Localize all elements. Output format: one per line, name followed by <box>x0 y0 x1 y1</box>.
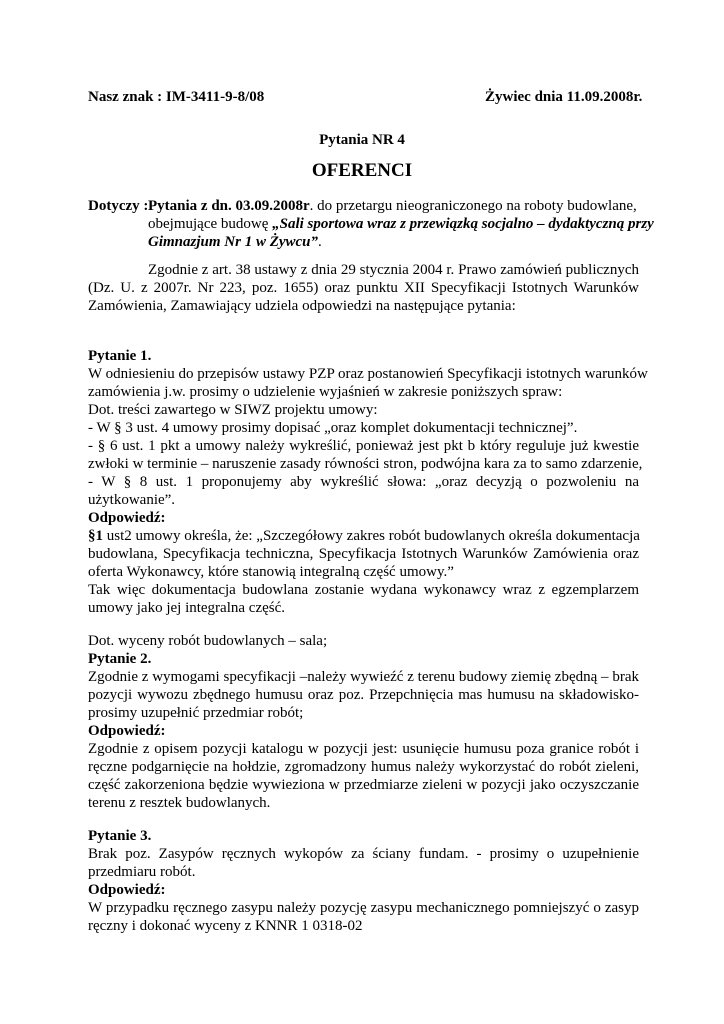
intro-line: Zgodnie z art. 38 ustawy z dnia 29 stycznia 2004 r. Prawo zamówień publicznych <box>148 262 639 278</box>
answer-2-label: Odpowiedź: <box>88 723 166 739</box>
question-1-line: Dot. treści zawartego w SIWZ projektu umowy: <box>88 402 378 418</box>
answer-1-line: umowy jako jej integralna część. <box>88 600 286 616</box>
project-name: Gimnazjum Nr 1 w Żywcu” <box>148 234 319 250</box>
answer-2-line: Zgodnie z opisem pozycji katalogu w pozycji jest: usunięcie humusu poza granice robót i <box>88 741 639 757</box>
subject-label: Dotyczy : <box>88 198 149 214</box>
subject-date: Pytania z dn. 03.09.2008r <box>148 198 310 214</box>
question-2-label: Pytanie 2. <box>88 651 152 667</box>
reference-number: Nasz znak : IM-3411-9-8/08 <box>88 89 265 105</box>
question-2-line: pozycji wywozu zbędnego humusu oraz poz. Przepchnięcia mas humusu na składowisko- <box>88 687 639 703</box>
question-1-line: - W § 3 ust. 4 umowy prosimy dopisać „oraz komplet dokumentacji technicznej”. <box>88 420 578 436</box>
answer-2-line: część zakorzeniona będzie wywieziona w przedmiarze zieleni w pozycji jako oczyszczanie <box>88 777 639 793</box>
answer-2-line: ręczne podgarnięcie na hołdzie, zgromadzony humus należy wykorzystać do robót zieleni, <box>88 759 639 775</box>
answer-2-line: terenu z resztek budowlanych. <box>88 795 271 811</box>
answer-3-label: Odpowiedź: <box>88 882 166 898</box>
subject-line-2 <box>148 215 654 233</box>
subject-line-3 <box>148 233 322 251</box>
subject-text: obejmujące budowę <box>148 216 273 232</box>
question-2-line: Zgodnie z wymogami specyfikacji –należy wywieźć z terenu budowy ziemię zbędną – brak <box>88 669 639 685</box>
intro-line: (Dz. U. z 2007r. Nr 223, poz. 1655) oraz punktu XII Specyfikacji Istotnych Warunków <box>88 280 639 296</box>
answer-1-line: budowlana, Specyfikacja techniczna, Specyfikacja Istotnych Warunków Zamówienia oraz <box>88 546 639 562</box>
place-date: Żywiec dnia 11.09.2008r. <box>485 89 643 105</box>
answer-1-label: Odpowiedź: <box>88 510 166 526</box>
answer-text: ust2 umowy określa, że: „Szczegółowy zakres robót budowlanych określa dokumentacja <box>103 528 640 544</box>
question-1-line: W odniesieniu do przepisów ustawy PZP oraz postanowień Specyfikacji istotnych warunków <box>88 366 648 382</box>
intro-line: Zamówienia, Zamawiający udziela odpowiedzi na następujące pytania: <box>88 298 516 314</box>
question-2-line: prosimy uzupełnić przedmiar robót; <box>88 705 304 721</box>
question-1-line: - § 6 ust. 1 pkt a umowy należy wykreślić, ponieważ jest pkt b który reguluje już kwestie <box>88 438 639 454</box>
paragraph-ref: §1 <box>88 528 103 544</box>
page-title: OFERENCI <box>311 160 413 181</box>
answer-1-line: oferta Wykonawcy, które stanowią integralną część umowy.” <box>88 564 454 580</box>
question-3-line: przedmiaru robót. <box>88 864 196 880</box>
question-1-line: zwłoki w terminie – naruszenie zasady równości stron, podwójna kara za to samo zdarzenie, <box>88 456 643 472</box>
subject-text: . <box>318 234 322 250</box>
question-3-line: Brak poz. Zasypów ręcznych wykopów za ściany fundam. - prosimy o uzupełnienie <box>88 846 639 862</box>
subtitle: Pytania NR 4 <box>319 132 405 148</box>
question-1-line: zamówienia j.w. prosimy o udzielenie wyjaśnień w zakresie poniższych spraw: <box>88 384 563 400</box>
subject-text: . do przetargu nieograniczonego na roboty budowlane, <box>309 198 637 214</box>
section-intro: Dot. wyceny robót budowlanych – sala; <box>88 633 328 649</box>
subject-line-1 <box>148 197 639 215</box>
question-3-label: Pytanie 3. <box>88 828 152 844</box>
question-1-label: Pytanie 1. <box>88 348 152 364</box>
answer-1-line <box>88 527 639 545</box>
answer-3-line: W przypadku ręcznego zasypu należy pozycję zasypu mechanicznego pomniejszyć o zasyp <box>88 900 639 916</box>
question-1-line: - W § 8 ust. 1 proponujemy aby wykreślić słowa: „oraz decyzją o pozwoleniu na <box>88 474 639 490</box>
answer-1-line: Tak więc dokumentacja budowlana zostanie wydana wykonawcy wraz z egzemplarzem <box>88 582 639 598</box>
project-name: „Sali sportowa wraz z przewiązką socjalno – dydaktyczną przy <box>272 216 654 232</box>
question-1-line: użytkowanie”. <box>88 492 176 508</box>
answer-3-line: ręczny i dokonać wyceny z KNNR 1 0318-02 <box>88 918 363 934</box>
